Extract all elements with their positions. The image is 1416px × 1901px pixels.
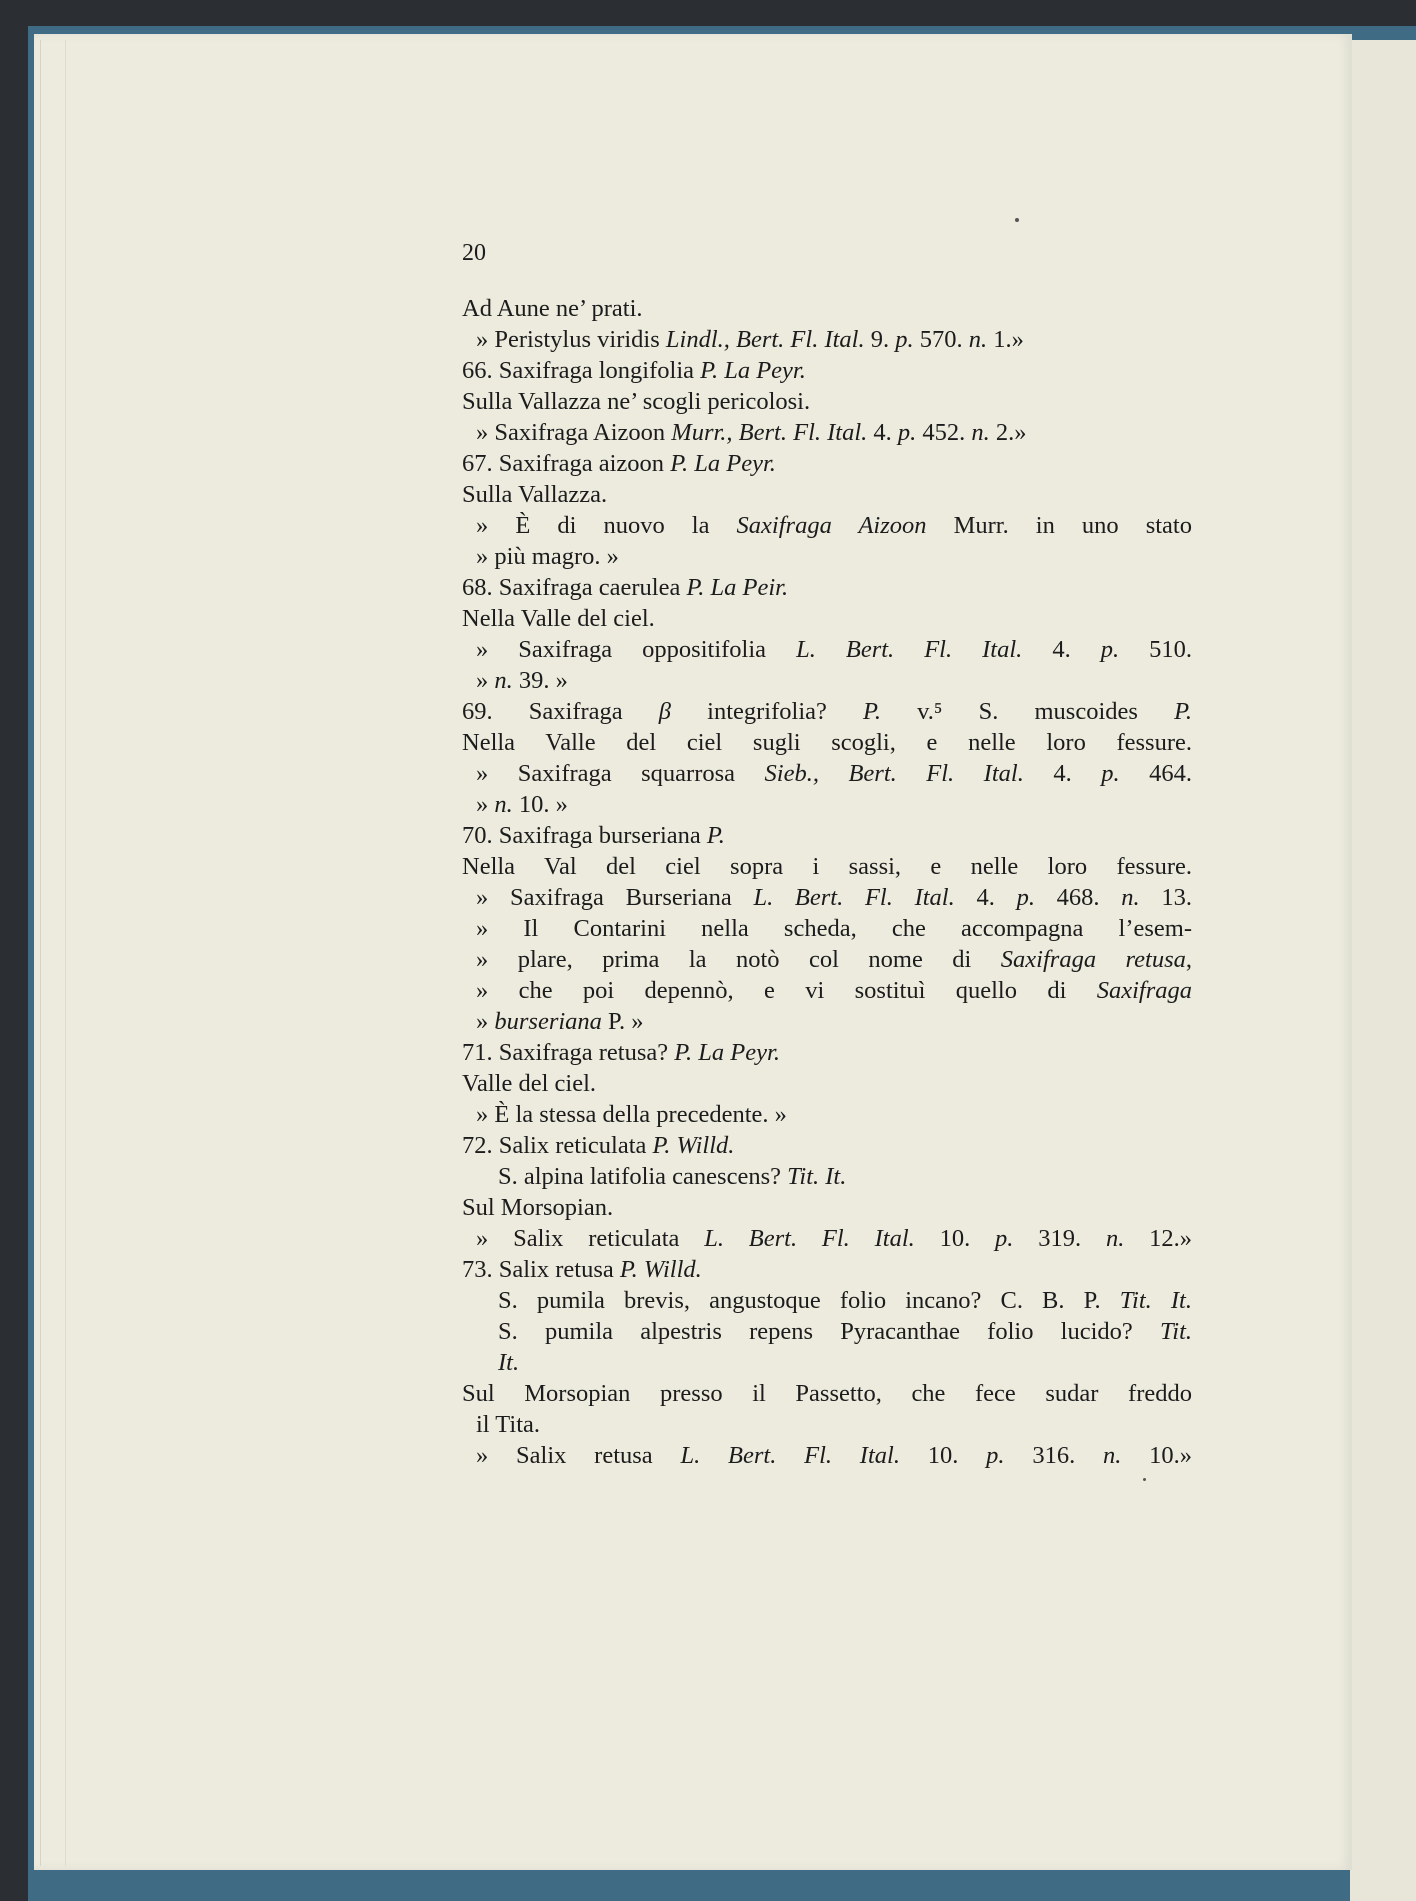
text-line [476,510,1192,541]
text-segment: S. alpina latifolia canescens? [498,1163,788,1190]
text-segment: » Salix retusa [476,1442,681,1469]
text-line [476,324,1024,355]
text-segment: 67. Saxifraga aizoon [462,450,671,477]
italic-segment: p. [1100,636,1120,663]
text-line [476,882,1192,913]
text-line [476,634,1192,665]
text-segment: 10. » [512,791,568,818]
text-segment: » Saxifraga squarrosa [476,760,765,787]
text-segment: integrifolia? [671,698,864,725]
text-segment: » Peristylus viridis [476,326,666,353]
italic-segment: p. [895,326,914,353]
text-line [462,1037,780,1068]
italic-segment: n. [494,791,513,818]
text-line [462,851,1192,882]
italic-segment: Tit. [1159,1318,1192,1345]
text-segment: , [1185,946,1192,973]
text-segment: » Saxifraga Burseriana [476,884,754,911]
italic-segment: p. [1016,884,1035,911]
text-segment: 39. » [512,667,568,694]
italic-segment: n. [494,667,513,694]
ink-speck [1143,1478,1146,1481]
text-segment: v.⁵ S. muscoides [880,698,1175,725]
text-segment: » È di nuovo la [476,512,737,539]
text-line [476,944,1192,975]
italic-segment: L. Bert. Fl. Ital. [704,1225,915,1252]
text-segment: 73. Salix retusa [462,1256,620,1283]
text-segment: il Tita. [476,1411,541,1438]
text-line [476,913,1192,944]
text-segment: 464. [1119,760,1192,787]
italic-segment: n. [1121,884,1140,911]
text-line [476,789,568,820]
text-segment: » Saxifraga Aizoon [476,419,672,446]
text-line [498,1316,1192,1347]
text-line [462,386,810,417]
text-line [476,1409,540,1440]
text-line [462,355,806,386]
text-line [498,1285,1192,1316]
text-segment: Nella Valle del ciel sugli scogli, e nelle loro fessure. [462,729,1192,756]
italic-segment: P. [1174,698,1192,725]
text-line [462,603,655,634]
italic-segment: p. [995,1225,1014,1252]
text-segment: 10.» [1121,1442,1193,1469]
text-segment: 69. Saxifraga [462,698,659,725]
italic-segment: P. Willd. [652,1132,735,1159]
text-segment: » È la stessa della precedente. » [476,1101,787,1128]
page-fold-edge [40,40,66,1866]
text-segment: 319. [1013,1225,1106,1252]
text-line [462,727,1192,758]
page-number: 20 [462,240,486,266]
text-line [462,1378,1192,1409]
italic-segment: Lindl., Bert. Fl. Ital. [665,326,865,353]
text-segment: » plare, prima la notò col nome di [476,946,1001,973]
text-segment: 10. [914,1225,996,1252]
italic-segment: It. [498,1349,520,1376]
italic-segment: n. [968,326,988,353]
text-segment: 68. Saxifraga caerulea [462,574,687,601]
italic-segment: L. Bert. Fl. Ital. [753,884,955,911]
text-segment: Sul Morsopian. [462,1194,614,1221]
italic-segment: Saxifraga retusa [1000,946,1186,973]
text-segment: » Il Contarini nella scheda, che accompagna l’esem- [476,915,1192,942]
ink-speck [1015,218,1019,222]
text-segment: » [476,1008,495,1035]
text-segment: Sul Morsopian presso il Passetto, che fece sudar freddo [462,1380,1192,1407]
text-line [462,696,1192,727]
text-segment: 10. [899,1442,987,1469]
text-segment: » che poi depennò, e vi sostituì quello di [476,977,1097,1004]
text-segment: 4. [867,419,898,446]
text-segment: » più magro. » [476,543,619,570]
next-page-edge [1350,40,1416,1901]
text-segment: » Saxifraga oppositifolia [476,636,797,663]
text-segment: 72. Salix reticulata [462,1132,653,1159]
italic-segment: p. [1101,760,1120,787]
italic-segment: P. La Peir. [686,574,789,601]
text-segment: Ad Aune ne’ prati. [462,295,643,322]
text-segment: » [476,667,495,694]
text-segment: 4. [1022,636,1101,663]
text-line [462,1130,734,1161]
text-segment: 316. [1004,1442,1103,1469]
text-line [462,820,725,851]
text-line [476,1006,643,1037]
text-segment: 13. [1139,884,1193,911]
italic-segment: burseriana [494,1008,602,1035]
text-segment: » Salix reticulata [476,1225,705,1252]
text-segment: 510. [1119,636,1192,663]
text-line [476,417,1027,448]
text-segment: 71. Saxifraga retusa? [462,1039,675,1066]
text-line [476,1223,1192,1254]
italic-segment: P. Willd. [619,1256,702,1283]
text-line [462,1254,702,1285]
text-segment: 4. [954,884,1017,911]
italic-segment: Tit. It. [787,1163,847,1190]
text-segment: Murr. in uno stato [926,512,1192,539]
text-segment: » [476,791,495,818]
text-segment: Valle del ciel. [462,1070,597,1097]
italic-segment: P. [863,698,881,725]
text-segment: Sulla Vallazza ne’ scogli pericolosi. [462,388,811,415]
text-line [476,665,568,696]
text-line [476,1440,1192,1471]
text-line [476,1099,787,1130]
text-segment: 12.» [1124,1225,1193,1252]
italic-segment: P. La Peyr. [700,357,806,384]
text-segment: 468. [1034,884,1122,911]
text-line [476,975,1192,1006]
text-segment: 70. Saxifraga burseriana [462,822,707,849]
text-segment: 452. [916,419,972,446]
text-line [498,1161,846,1192]
text-segment: 9. [864,326,896,353]
text-segment: Sulla Vallazza. [462,481,608,508]
text-segment: Nella Val del ciel sopra i sassi, e nelle loro fessure. [462,853,1192,880]
text-line [462,1068,596,1099]
text-line [462,479,607,510]
text-segment: 66. Saxifraga longifolia [462,357,701,384]
italic-segment: p. [986,1442,1005,1469]
text-segment: 1.» [987,326,1024,353]
text-segment: 570. [913,326,969,353]
text-line [462,293,643,324]
italic-segment: Sieb., Bert. Fl. Ital. [764,760,1024,787]
text-line [462,448,776,479]
italic-segment: p. [897,419,917,446]
text-segment: 4. [1023,760,1102,787]
italic-segment: P. [706,822,725,849]
italic-segment: L. Bert. Fl. Ital. [796,636,1023,663]
text-segment: 2.» [989,419,1027,446]
text-line [476,758,1192,789]
text-segment: Nella Valle del ciel. [462,605,655,632]
italic-segment: Saxifraga [1096,977,1192,1004]
italic-segment: Murr., Bert. Fl. Ital. [671,419,868,446]
text-line [476,541,619,572]
text-segment: P. » [601,1008,644,1035]
text-segment: S. pumila brevis, angustoque folio incano? C. B. P. [498,1287,1120,1314]
italic-segment: β [658,698,671,725]
italic-segment: P. La Peyr. [674,1039,780,1066]
italic-segment: n. [971,419,990,446]
italic-segment: L. Bert. Fl. Ital. [680,1442,900,1469]
italic-segment: P. La Peyr. [670,450,776,477]
italic-segment: n. [1102,1442,1122,1469]
text-line [462,572,788,603]
text-line [498,1347,519,1378]
italic-segment: Tit. It. [1119,1287,1192,1314]
text-line [462,1192,613,1223]
italic-segment: Saxifraga Aizoon [736,512,927,539]
italic-segment: n. [1105,1225,1125,1252]
text-segment: S. pumila alpestris repens Pyracanthae folio lucido? [498,1318,1160,1345]
